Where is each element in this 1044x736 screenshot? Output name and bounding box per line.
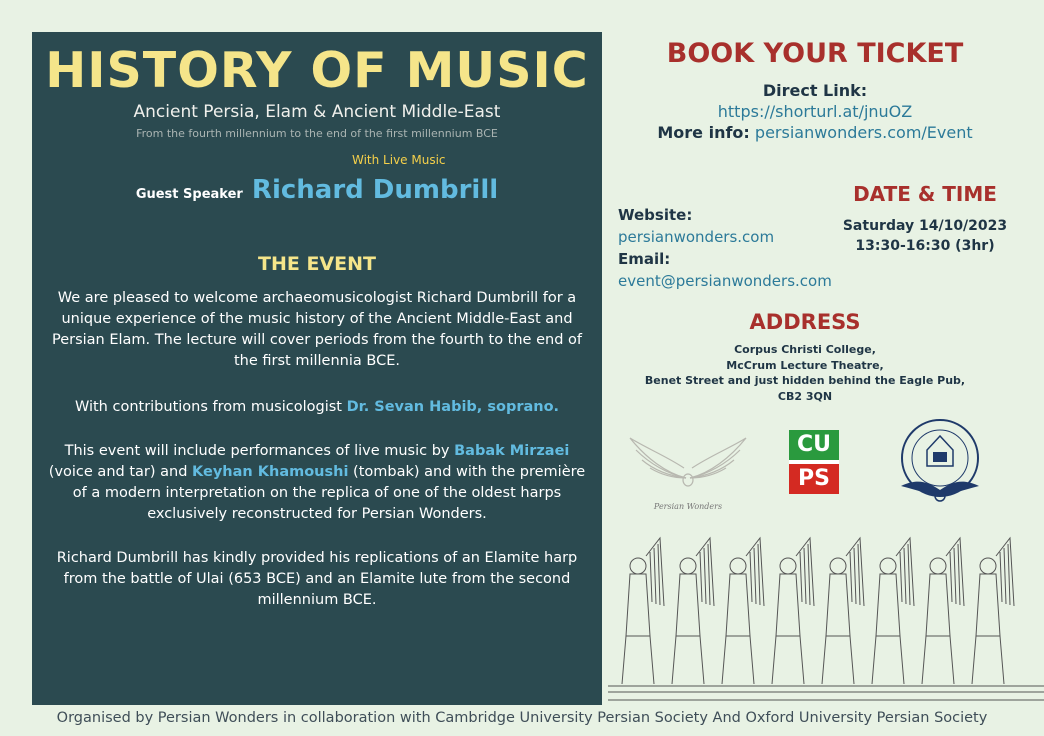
address-heading: ADDRESS — [749, 310, 861, 334]
direct-link[interactable]: https://shorturl.at/jnuOZ — [717, 102, 913, 121]
more-info-link[interactable]: persianwonders.com/Event — [754, 123, 973, 142]
event-panel — [32, 32, 602, 705]
email-label: Email: — [618, 250, 671, 268]
website-label: Website: — [618, 206, 693, 224]
direct-link-label: Direct Link: — [762, 81, 868, 100]
oxford-persian-society-logo — [893, 416, 988, 508]
organisers-footer: Organised by Persian Wonders in collaboration with Cambridge University Persian Society And Oxford University Persian Society — [56, 710, 988, 726]
event-time: 13:30-16:30 (3hr) — [855, 238, 995, 254]
datetime-info — [840, 216, 1010, 256]
winged-logo-icon — [626, 428, 750, 498]
cups-top: CU — [789, 430, 839, 460]
poster-period: From the fourth millennium to the end of the first millennium BCE — [136, 127, 498, 140]
cups-logo — [789, 430, 839, 496]
event-instruments: Richard Dumbrill has kindly provided his replications of an Elamite harp from the battle of Ulai (653 BCE) and an Elamite lute from the second millennium BCE. — [56, 550, 578, 608]
persian-wonders-caption: Persian Wonders — [653, 502, 723, 511]
guest-speaker — [32, 175, 602, 205]
email-link[interactable]: event@persianwonders.com — [618, 272, 832, 290]
musicians-frieze-illustration — [608, 526, 1044, 704]
persian-wonders-logo — [626, 428, 750, 511]
datetime-heading: DATE & TIME — [853, 182, 997, 206]
booking-info — [640, 80, 990, 143]
performer-name: Babak Mirzaei — [454, 443, 570, 459]
address-block — [620, 342, 990, 404]
booking-heading: BOOK YOUR TICKET — [666, 38, 964, 69]
address-line: Benet Street and just hidden behind the Eagle Pub, — [644, 374, 966, 387]
society-seal-icon — [893, 416, 988, 508]
event-contributor: With contributions from musicologist Dr. Sevan Habib, soprano. — [74, 399, 560, 415]
speaker-name: Richard Dumbrill — [251, 175, 499, 205]
event-performers: This event will include performances of live music by Babak Mirzaei (voice and tar) and Keyhan Khamoushi (tombak) and with the première of a modern interpretation on the replica of one of the oldest harps exclusively reconstructed for Persian Wonders. — [48, 443, 586, 522]
live-music-note: With Live Music — [352, 153, 446, 167]
address-line: CB2 3QN — [777, 389, 833, 403]
more-info-label: More info: — [657, 123, 750, 142]
event-date: Saturday 14/10/2023 — [842, 218, 1008, 234]
poster-subtitle: Ancient Persia, Elam & Ancient Middle-East — [133, 102, 501, 122]
contact-info — [618, 204, 832, 292]
contributor-name: Dr. Sevan Habib, soprano. — [346, 399, 560, 415]
cups-bottom: PS — [789, 464, 839, 494]
address-line: Corpus Christi College, — [734, 343, 876, 356]
poster-title: HISTORY OF MUSIC — [45, 42, 589, 99]
event-heading: THE EVENT — [258, 253, 376, 275]
event-intro: We are pleased to welcome archaeomusicologist Richard Dumbrill for a unique experience of the music history of the Ancient Middle-East and Persian Elam. The lecture will cover periods from the fourth to the end of the first millennia BCE. — [51, 290, 582, 369]
performer-name: Keyhan Khamoushi — [192, 464, 349, 480]
address-line: McCrum Lecture Theatre, — [726, 358, 884, 372]
website-link[interactable]: persianwonders.com — [618, 228, 775, 246]
speaker-label: Guest Speaker — [135, 187, 243, 202]
